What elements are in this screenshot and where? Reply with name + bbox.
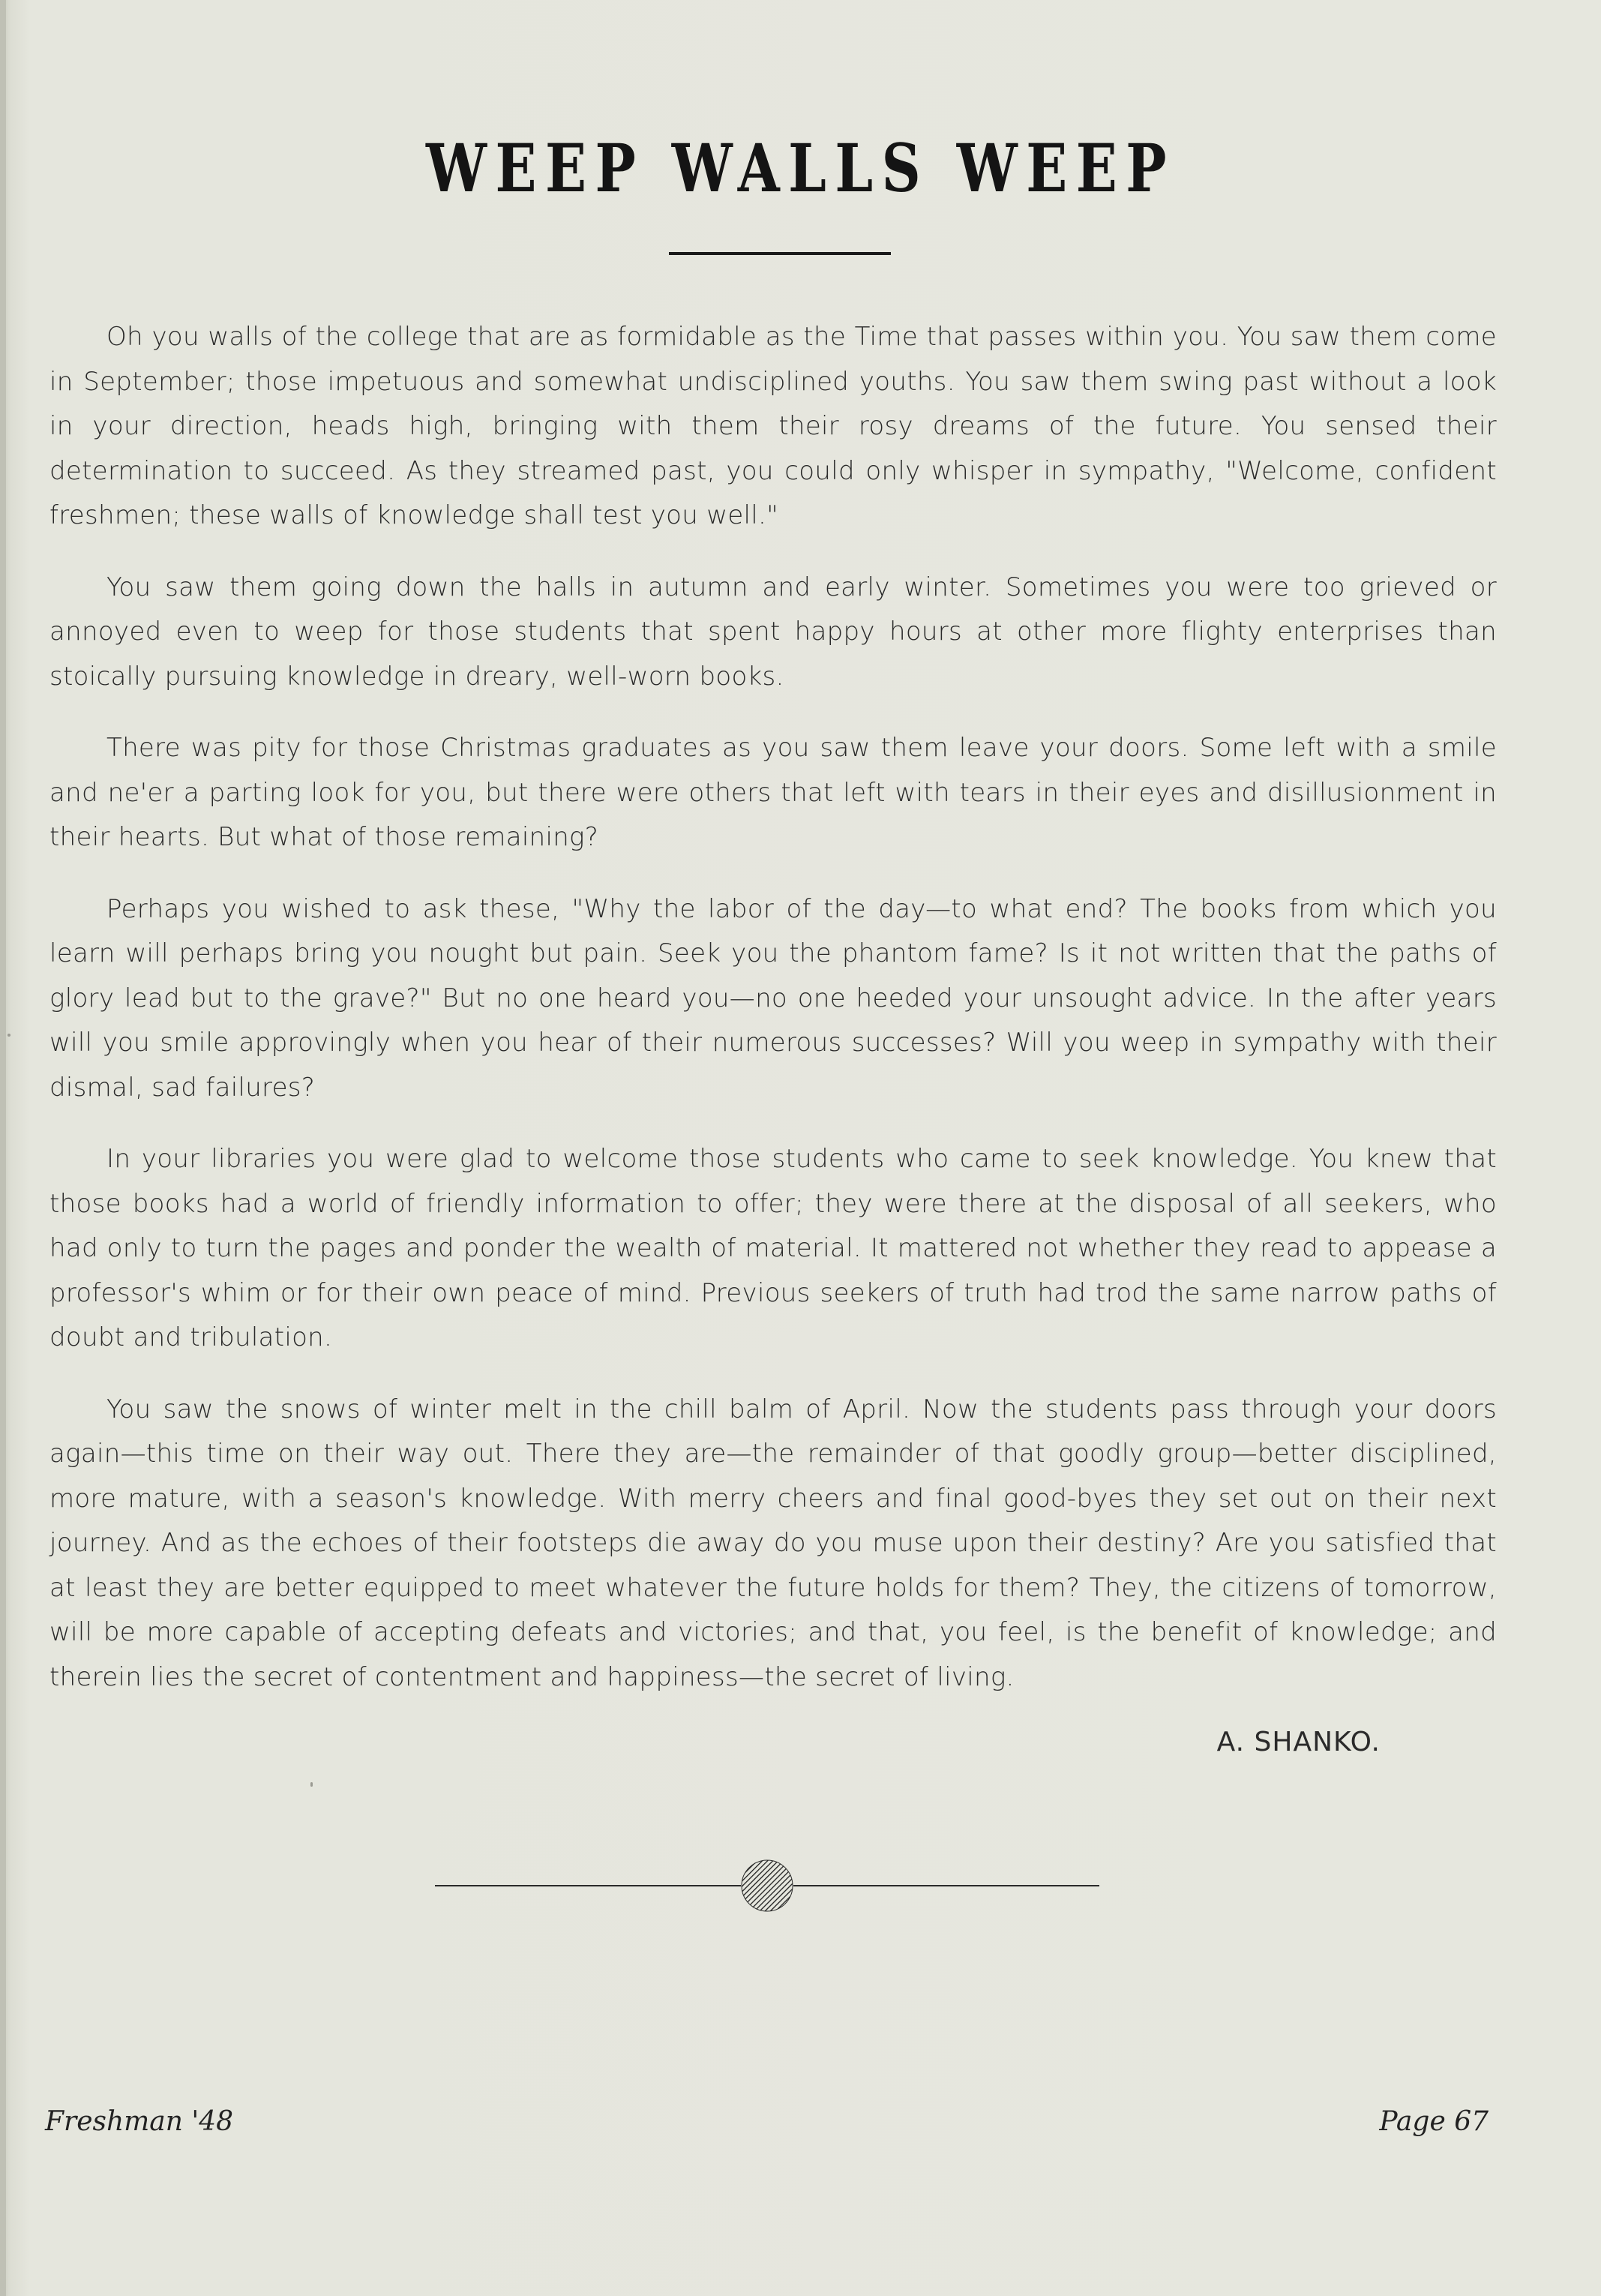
article-body	[49, 315, 1497, 1727]
paragraph: You saw the snows of winter melt in the chill balm of April. Now the students pass through your doors again—this time on their way out. There they are—the remainder of that goodly group—better disciplined, more mature, with a season's knowledge. With merry cheers and final good-byes they set out on their next journey. And as the echoes of their footsteps die away do you muse upon their destiny? Are you satisfied that at least they are better equipped to meet whatever the future holds for them? They, the citizens of tomorrow, will be more capable of accepting defeats and victories; and that, you feel, is the benefit of knowledge; and therein lies the secret of contentment and happiness—the secret of living.	[49, 1394, 1497, 1692]
paragraph: There was pity for those Christmas graduates as you saw them leave your doors. Some left with a smile and ne'er a parting look for you, but there were others that left with tears in their eyes and disillusionment in their hearts. But what of those remaining?	[49, 733, 1497, 852]
footer-page-number: Page 67	[1379, 2106, 1489, 2137]
paragraph: You saw them going down the halls in autumn and early winter. Sometimes you were too grieved or annoyed even to weep for those students that spent happy hours at other more flighty enterprises than stoically pursuing knowledge in dreary, well-worn books.	[49, 572, 1497, 692]
page-title: WEEP WALLS WEEP	[425, 129, 1176, 207]
binding-edge	[0, 0, 6, 2296]
divider-ornament	[435, 1859, 1099, 1913]
hatched-disc	[742, 1860, 793, 1911]
paragraph: Oh you walls of the college that are as formidable as the Time that passes within you. You saw them come in September; those impetuous and somewhat undisciplined youths. You saw them swing past without a look in your direction, heads high, bringing with them their rosy dreams of the future. You sensed their determination to succeed. As they streamed past, you could only whisper in sympathy, "Welcome, confident freshmen; these walls of knowledge shall test you well."	[49, 322, 1497, 530]
paragraph: In your libraries you were glad to welcome those students who came to seek knowledge. You knew that those books had a world of friendly information to offer; they were there at the disposal of all seekers, who had only to turn the pages and ponder the wealth of material. It mattered not whether they read to appease a professor's whim or for their own peace of mind. Previous seekers of truth had trod the same narrow paths of doubt and tribulation.	[49, 1144, 1497, 1352]
footer-publication: Freshman '48	[45, 2106, 234, 2137]
paper-speck	[310, 1782, 313, 1787]
title-underline	[669, 252, 891, 255]
paragraph: Perhaps you wished to ask these, "Why the labor of the day—to what end? The books from which you learn will perhaps bring you nought but pain. Seek you the phantom fame? Is it not written that the paths of glory lead but to the grave?" But no one heard you—no one heeded your unsought advice. In the after years will you smile approvingly when you hear of their numerous successes? Will you weep in sympathy with their dismal, sad failures?	[49, 893, 1497, 1103]
paper-speck	[7, 1034, 10, 1037]
author-signature: A. SHANKO.	[1216, 1727, 1381, 1757]
